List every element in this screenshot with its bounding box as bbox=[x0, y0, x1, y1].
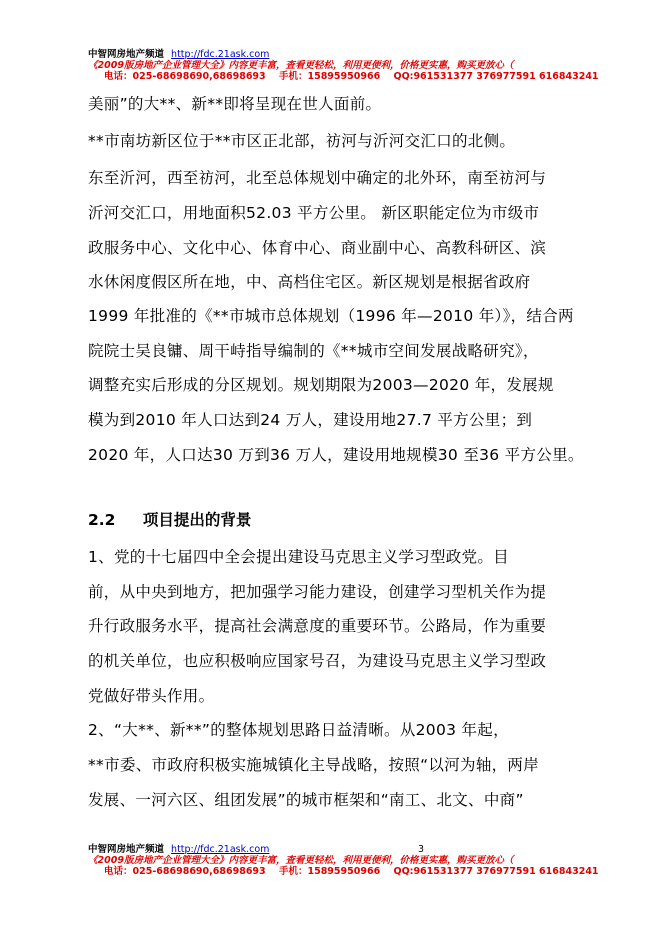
section-line: **市委、市政府积极实施城镇化主导战略，按照“以河为轴，两岸 bbox=[88, 756, 540, 774]
header-mobile: 手机：15895950966 bbox=[278, 71, 381, 82]
body-line: 调整充实后形成的分区规划。规划期限为2003—2020 年，发展规 bbox=[88, 376, 554, 394]
section-heading bbox=[88, 508, 251, 530]
body-line: 水休闲度假区所在地，中、高档住宅区。新区规划是根据省政府 bbox=[88, 273, 531, 291]
header-promo: 《2009版房地产企业管理大全》内容更丰富，查看更轻松，利用更便利，价格更实惠，购买更放心（ bbox=[88, 60, 514, 71]
body-line: 模为到2010 年人口达到24 万人，建设用地27.7 平方公里；到 bbox=[88, 411, 533, 429]
footer-qq: QQ:961531377 376977591 616843241 bbox=[393, 866, 599, 877]
body-line: 2020 年，人口达30 万到36 万人，建设用地规模30 至36 平方公里。 bbox=[88, 446, 584, 464]
body-line: 1999 年批准的《**市城市总体规划（1996 年—2010 年）》，结合两 bbox=[88, 307, 574, 325]
footer-phone: 电话：025-68698690,68698693 bbox=[104, 866, 266, 877]
section-line: 发展、一河六区、组团发展”的城市框架和“南工、北文、中商” bbox=[88, 791, 524, 809]
page-header bbox=[88, 49, 609, 82]
page-number: 3 bbox=[418, 844, 425, 855]
body-line: 美丽”的大**、新**即将呈现在世人面前。 bbox=[88, 95, 382, 113]
header-url-link[interactable]: http://fdc.21ask.com bbox=[171, 49, 270, 60]
section-line: 2、“大**、新**”的整体规划思路日益清晰。从2003 年起， bbox=[88, 721, 509, 739]
section-line: 升行政服务水平，提高社会满意度的重要环节。公路局，作为重要 bbox=[88, 617, 547, 635]
section-line: 党做好带头作用。 bbox=[88, 687, 215, 705]
section-line: 1、党的十七届四中全会提出建设马克思主义学习型政党。目 bbox=[88, 548, 509, 566]
footer-url-link[interactable]: http://fdc.21ask.com bbox=[171, 844, 270, 855]
footer-site-name: 中智网房地产频道 bbox=[88, 844, 165, 855]
body-line: 政服务中心、文化中心、体育中心、商业副中心、高教科研区、滨 bbox=[88, 239, 547, 257]
page-footer bbox=[88, 844, 609, 877]
body-line: **市南坊新区位于**市区正北部，祊河与沂河交汇口的北侧。 bbox=[88, 132, 516, 150]
footer-mobile: 手机：15895950966 bbox=[278, 866, 381, 877]
footer-promo: 《2009版房地产企业管理大全》内容更丰富，查看更轻松，利用更便利，价格更实惠，购买更放心（ bbox=[88, 855, 514, 866]
section-line: 前，从中央到地方，把加强学习能力建设，创建学习型机关作为提 bbox=[88, 583, 547, 601]
body-line: 沂河交汇口，用地面积52.03 平方公里。 新区职能定位为市级市 bbox=[88, 204, 540, 222]
header-contact bbox=[104, 71, 609, 82]
header-phone: 电话：025-68698690,68698693 bbox=[104, 71, 266, 82]
section-line: 的机关单位，也应积极响应国家号召，为建设马克思主义学习型政 bbox=[88, 652, 547, 670]
header-qq: QQ:961531377 376977591 616843241 bbox=[393, 71, 599, 82]
section-number: 2.2 bbox=[88, 511, 116, 529]
body-line: 院院士吴良镛、周干峙指导编制的《**城市空间发展战略研究》， bbox=[88, 342, 539, 360]
header-site-name: 中智网房地产频道 bbox=[88, 49, 165, 60]
body-line: 东至沂河，西至祊河，北至总体规划中确定的北外环，南至祊河与 bbox=[88, 169, 547, 187]
section-title: 项目提出的背景 bbox=[142, 511, 252, 529]
footer-contact bbox=[104, 866, 609, 877]
